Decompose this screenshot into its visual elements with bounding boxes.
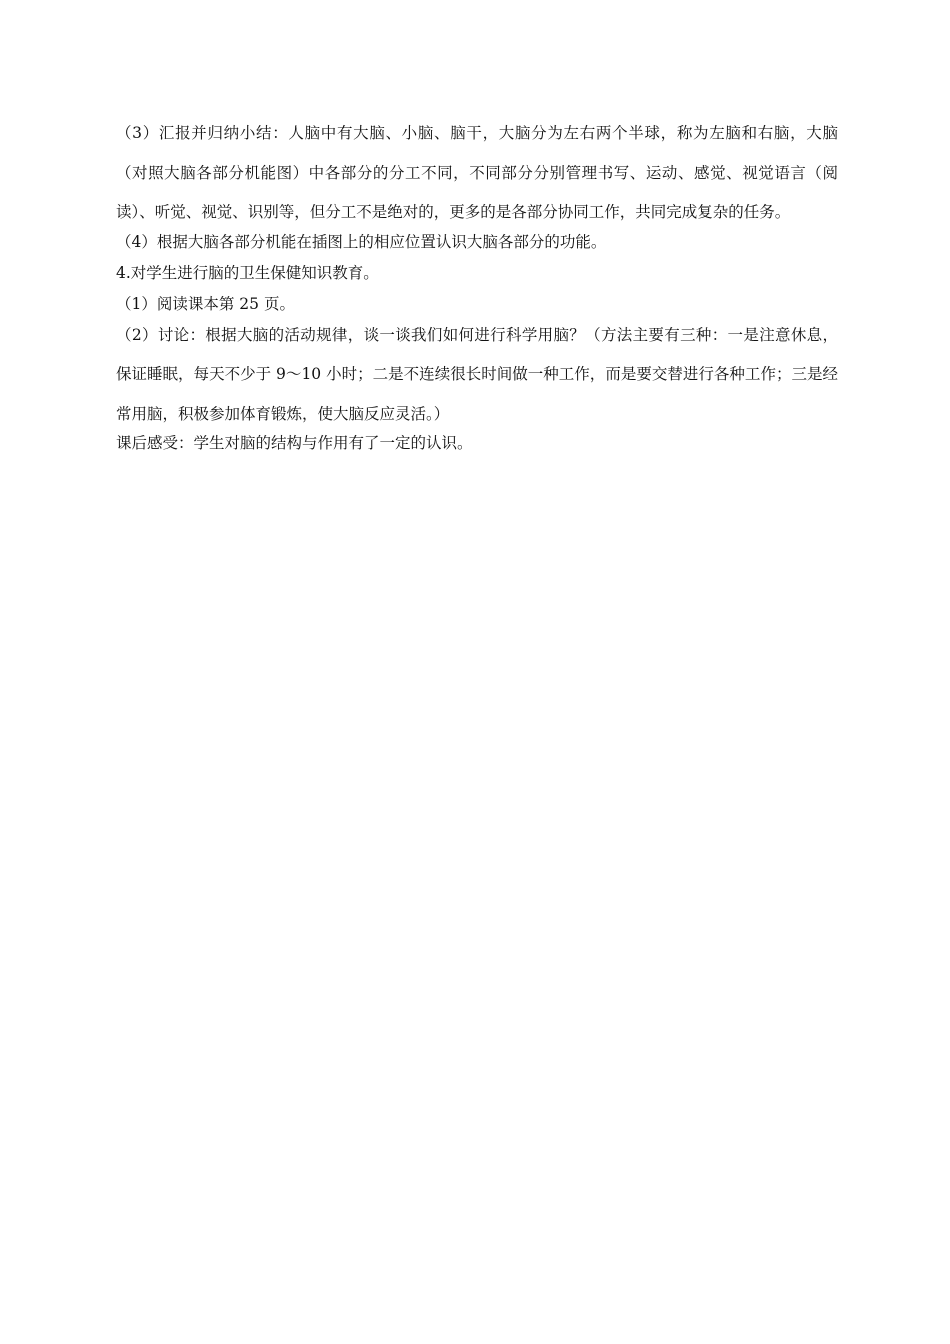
document-body — [116, 120, 838, 459]
paragraph-brain-function-map: （4）根据大脑各部分机能在插图上的相应位置认识大脑各部分的功能。 — [116, 232, 607, 251]
paragraph-health-education-heading: 4.对学生进行脑的卫生保健知识教育。 — [116, 263, 379, 282]
paragraph-summary: （3）汇报并归纳小结：人脑中有大脑、小脑、脑干，大脑分为左右两个半球，称为左脑和右脑，大脑（对照大脑各部分机能图）中各部分的分工不同，不同部分分别管理书写、运动、感觉、视觉语言（阅读）、听觉、视觉、识别等，但分工不是绝对的，更多的是各部分协同工作，共同完成复杂的任务。 — [116, 124, 838, 221]
paragraph-discussion: （2）讨论：根据大脑的活动规律，谈一谈我们如何进行科学用脑？（方法主要有三种：一是注意休息，保证睡眠，每天不少于 9～10 小时；二是不连续很长时间做一种工作，而是要交替进行各种工作；三是经常用脑，积极参加体育锻炼，使大脑反应灵活。） — [116, 325, 838, 423]
paragraph-reflection: 课后感受：学生对脑的结构与作用有了一定的认识。 — [116, 434, 473, 452]
paragraph-read-textbook: （1）阅读课本第 25 页。 — [116, 294, 295, 313]
